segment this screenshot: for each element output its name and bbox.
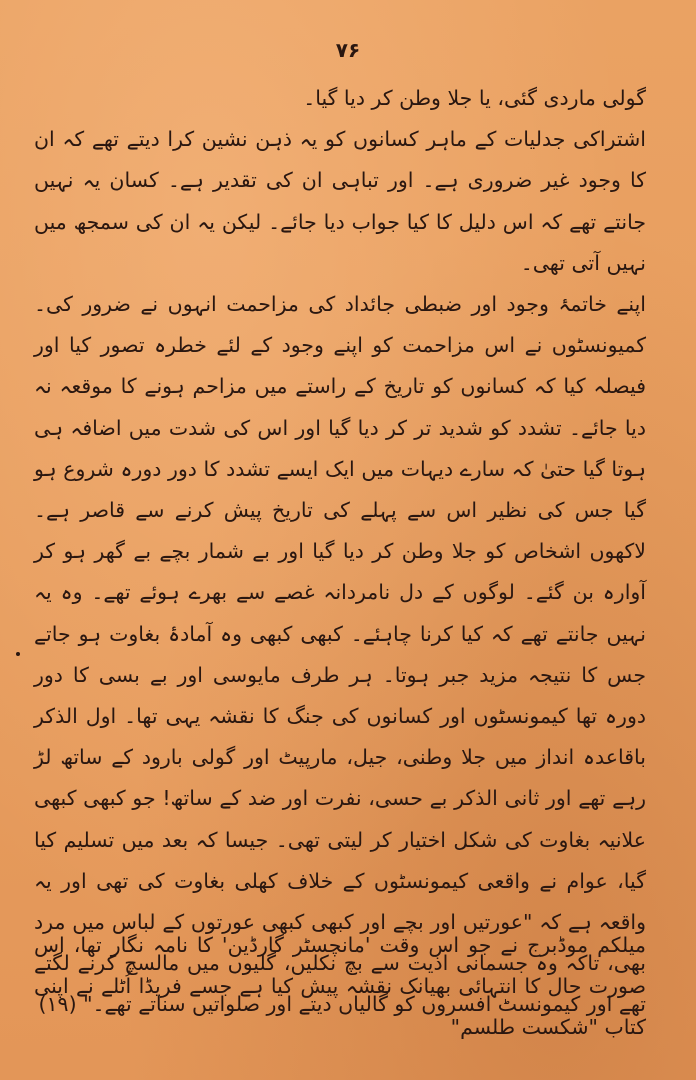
margin-mark bbox=[16, 652, 20, 656]
paragraph-3: اپنے خاتمۂ وجود اور ضبطی جائداد کی مزاحمت انہوں نے ضرور کی۔ کمیونسٹوں نے اس مزاحمت کو اپنے وجود کے لئے خطرہ تصور کیا اور فیصلہ کیا کہ کسانوں کو تاریخ کے راستے میں مزاحم ہونے کا موقعہ نہ دیا جائے۔ تشدد کو شدید تر کر دیا گیا اور اس کی شدت میں اضافہ ہی ہوتا گیا حتیٰ کہ سارے دیہات میں ایک ایسے تشدد کا دور دورہ شروع ہو گیا جس کی نظیر اس سے پہلے کی تاریخ پیش کرنے سے قاصر ہے۔ لاکھوں اشخاص کو جلا وطن کر دیا گیا اور بے شمار بچے بے گھر ہو کر آوارہ بن گئے۔ لوگوں کے دل نامردانہ غصے سے بھرے ہوئے تھے۔ وہ یہ نہیں جانتے تھے کہ کیا کرنا چاہئے۔ کبھی کبھی وہ آمادۂ بغاوت ہو جاتے جس کا نتیجہ مزید جبر ہوتا۔ ہر طرف مایوسی اور بے بسی کا دور دورہ تھا کیمونسٹوں اور کسانوں کی جنگ کا نقشہ یہی تھا۔ اول الذکر باقاعدہ انداز میں جلا وطنی، جیل، مارپیٹ اور گولی بارود کے ساتھ لڑ رہے تھے اور ثانی الذکر بے حسی، نفرت اور ضد کے ساتھ! جو کبھی کبھی علانیہ بغاوت کی شکل اختیار کر لیتی تھی۔ جیسا کہ بعد میں تسلیم کیا گیا، عوام نے واقعی کیمونسٹوں کے خلاف کھلی بغاوت کی تھی اور یہ واقعہ ہے کہ "عورتیں اور بچے اور کبھی کبھی عورتوں کے لباس میں مرد بھی، تاکہ وہ جسمانی اذیت سے بچ نکلیں، گلیوں میں مالسچ کرنے لگتے تھے اور کیمونسٹ افسروں کو گالیاں دیتے اور صلواتیں سناتے تھے۔" (۱۹) bbox=[34, 292, 646, 1017]
paragraph-4: میلکم موڈبرج نے جو اس وقت 'مانچسٹر گارڈین' کا نامہ نگار تھا، اس صورت حال کا انتہائی بھیانک نقشہ پیش کیا ہے جسے فریڈا اُٹلے نے اپنی کتاب "شکست طلسم" bbox=[34, 933, 646, 1039]
paragraph-1: گولی ماردی گئی، یا جلا وطن کر دیا گیا۔ bbox=[303, 86, 646, 110]
body-text bbox=[34, 78, 646, 1026]
paragraph-2: اشتراکی جدلیات کے ماہر کسانوں کو یہ ذہن نشین کرا دیتے تھے کہ ان کا وجود غیر ضروری ہے۔ اور تباہی ان کی تقدیر ہے۔ کسان یہ نہیں جانتے تھے کہ اس دلیل کا کیا جواب دیا جائے۔ لیکن یہ ان کی سمجھ میں نہیں آتی تھی۔ bbox=[34, 127, 646, 275]
closing-paragraph-block bbox=[34, 925, 646, 1048]
page-number: ۷۶ bbox=[335, 38, 361, 62]
